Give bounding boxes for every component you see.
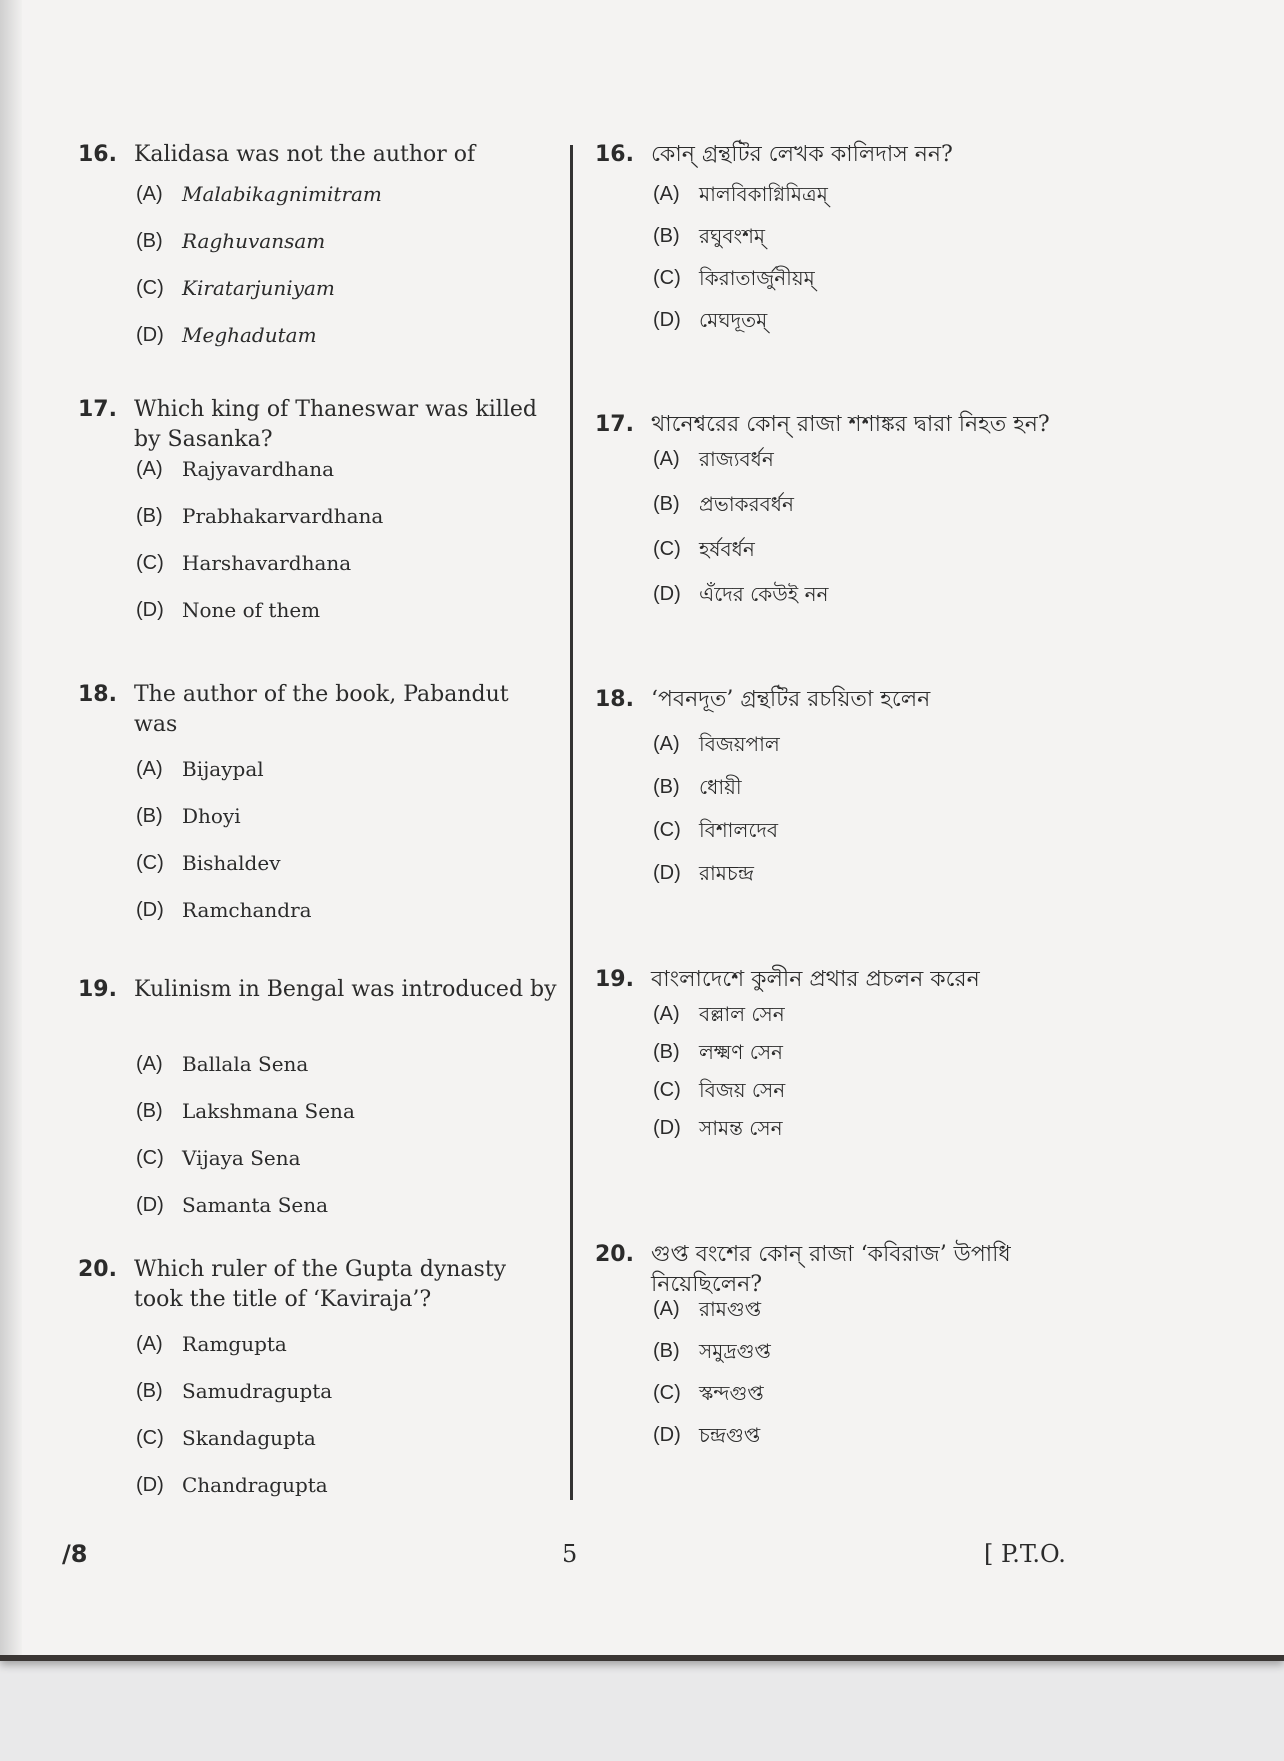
option-text: Dhoyi [182,804,241,828]
option-d [136,1191,328,1219]
option-text: মেঘদূতম্ [699,308,768,332]
option-text: Harshavardhana [182,551,352,575]
option-d [653,1421,760,1449]
option-label: (B) [136,1100,163,1122]
question-16 [78,140,558,347]
option-label: (D) [136,899,164,921]
option-d [136,321,317,349]
option-text: মালবিকাগ্নিমিত্রম্ [699,182,828,206]
footer-code: /8 [62,1540,88,1568]
option-d [653,580,828,608]
option-text: Rajyavardhana [182,457,335,481]
option-b [653,222,765,250]
option-text: None of them [182,598,321,622]
option-label: (B) [136,805,163,827]
option-c [136,274,335,302]
question-number: 18. [78,682,117,707]
option-text: বিজয় সেন [699,1078,786,1102]
option-c [653,1076,785,1104]
option-label: (D) [653,1424,681,1446]
option-text: Malabikagnimitram [182,182,382,206]
option-text: রঘুবংশম্ [699,224,766,248]
option-text: ধোয়ী [699,775,742,799]
option-label: (A) [653,1003,680,1025]
option-label: (A) [653,183,680,205]
option-label: (B) [653,493,680,515]
option-label: (A) [653,733,680,755]
option-a [136,755,264,783]
question-19 [595,965,1070,1140]
option-label: (C) [653,819,681,841]
option-b [136,802,241,830]
option-label: (B) [653,1340,680,1362]
option-text: Ramgupta [182,1332,287,1356]
option-label: (C) [136,1147,164,1169]
option-a [653,1295,761,1323]
option-text: রাজ্যবর্ধন [699,447,774,471]
question-number: 19. [78,977,117,1002]
question-text: Which ruler of the Gupta dynasty took the title of ‘Kaviraja’? [134,1257,507,1312]
option-label: (C) [136,1427,164,1449]
question-17 [595,410,1070,606]
question-number: 17. [78,397,117,422]
option-label: (B) [653,1041,680,1063]
page-edge-shadow [0,0,22,1655]
option-label: (B) [136,230,163,252]
option-label: (C) [653,1382,681,1404]
option-d [653,859,754,887]
option-text: রামগুপ্ত [699,1297,762,1321]
option-label: (D) [136,324,164,346]
option-c [653,816,778,844]
option-d [653,1114,783,1142]
option-text: Prabhakarvardhana [182,504,384,528]
option-a [136,455,334,483]
pto-label: [ P.T.O. [984,1540,1066,1568]
option-label: (B) [653,776,680,798]
option-text: Bishaldev [182,851,281,875]
question-text: বাংলাদেশে কুলীন প্রথার প্রচলন করেন [651,967,980,992]
question-text: Which king of Thaneswar was killed by Sasanka? [134,397,537,452]
option-text: Raghuvansam [182,229,326,253]
question-18 [78,680,558,922]
option-label: (A) [136,183,163,205]
option-label: (D) [653,1117,681,1139]
option-label: (D) [653,583,681,605]
option-text: বিশালদেব [699,818,779,842]
option-label: (B) [653,225,680,247]
option-label: (D) [136,1194,164,1216]
option-b [653,773,742,801]
option-text: Kiratarjuniyam [182,276,335,300]
question-number: 16. [595,142,634,167]
option-label: (C) [136,552,164,574]
option-text: লক্ষ্মণ সেন [699,1040,783,1064]
option-b [653,490,794,518]
question-text: কোন্ গ্রন্থটির লেখক কালিদাস নন? [651,142,953,167]
question-number: 16. [78,142,117,167]
option-c [653,1379,764,1407]
question-17 [78,395,558,622]
option-text: Ramchandra [182,898,312,922]
option-text: Skandagupta [182,1426,316,1450]
option-text: প্রভাকরবর্ধন [699,492,794,516]
question-19 [78,975,558,1217]
option-label: (D) [136,1474,164,1496]
option-b [136,502,383,530]
option-text: কিরাতার্জুনীয়ম্ [699,266,815,290]
option-c [653,535,755,563]
question-number: 20. [78,1257,117,1282]
option-c [653,264,815,292]
option-label: (C) [136,277,164,299]
option-label: (A) [136,758,163,780]
option-a [653,730,780,758]
option-label: (D) [653,309,681,331]
option-text: Ballala Sena [182,1052,309,1076]
option-text: Bijaypal [182,757,264,781]
option-text: হর্ষবর্ধন [699,537,755,561]
column-divider [570,145,573,1500]
question-text: থানেশ্বরের কোন্ রাজা শশাঙ্কর দ্বারা নিহত হন? [651,412,1050,437]
option-label: (A) [136,1333,163,1355]
option-b [653,1038,783,1066]
option-a [136,1330,287,1358]
option-c [136,1424,316,1452]
option-text: চন্দ্রগুপ্ত [699,1423,761,1447]
option-text: সামন্ত সেন [699,1116,783,1140]
option-d [653,306,767,334]
option-label: (D) [136,599,164,621]
option-text: Meghadutam [182,323,317,347]
option-d [136,596,320,624]
question-number: 18. [595,687,634,712]
question-text: গুপ্ত বংশের কোন্ রাজা ‘কবিরাজ’ উপাধি নিয়েছিলেন? [651,1242,1011,1297]
option-label: (B) [136,1380,163,1402]
question-text: The author of the book, Pabandut was [134,682,509,737]
question-text: Kalidasa was not the author of [134,142,476,167]
option-label: (C) [136,852,164,874]
option-a [653,180,828,208]
option-text: রামচন্দ্র [699,861,754,885]
option-text: স্কন্দগুপ্ত [699,1381,764,1405]
option-a [136,1050,308,1078]
question-number: 19. [595,967,634,992]
option-b [136,1097,355,1125]
option-b [136,1377,332,1405]
option-c [136,549,351,577]
option-label: (A) [136,1053,163,1075]
option-b [136,227,325,255]
question-20 [78,1255,558,1497]
question-number: 20. [595,1242,634,1267]
option-text: Vijaya Sena [182,1146,301,1170]
question-text: ‘পবনদূত’ গ্রন্থটির রচয়িতা হলেন [651,687,931,712]
option-text: Lakshmana Sena [182,1099,355,1123]
option-label: (C) [653,538,681,560]
option-d [136,1471,328,1499]
option-text: Samudragupta [182,1379,333,1403]
option-text: বিজয়পাল [699,732,780,756]
option-label: (A) [136,458,163,480]
option-c [136,1144,301,1172]
option-a [653,1000,785,1028]
option-label: (D) [653,862,681,884]
question-18 [595,685,1070,885]
option-label: (A) [653,448,680,470]
option-label: (C) [653,267,681,289]
option-d [136,896,312,924]
question-20 [595,1240,1070,1447]
option-a [136,180,382,208]
option-a [653,445,774,473]
option-text: Samanta Sena [182,1193,329,1217]
option-b [653,1337,771,1365]
page-number: 5 [562,1540,578,1568]
option-text: এঁদের কেউই নন [699,582,829,606]
question-16 [595,140,1070,332]
option-label: (B) [136,505,163,527]
option-text: সমুদ্রগুপ্ত [699,1339,771,1363]
option-label: (A) [653,1298,680,1320]
option-label: (C) [653,1079,681,1101]
option-text: বল্লাল সেন [699,1002,785,1026]
question-number: 17. [595,412,634,437]
option-text: Chandragupta [182,1473,328,1497]
question-text: Kulinism in Bengal was introduced by [134,977,557,1002]
option-c [136,849,281,877]
